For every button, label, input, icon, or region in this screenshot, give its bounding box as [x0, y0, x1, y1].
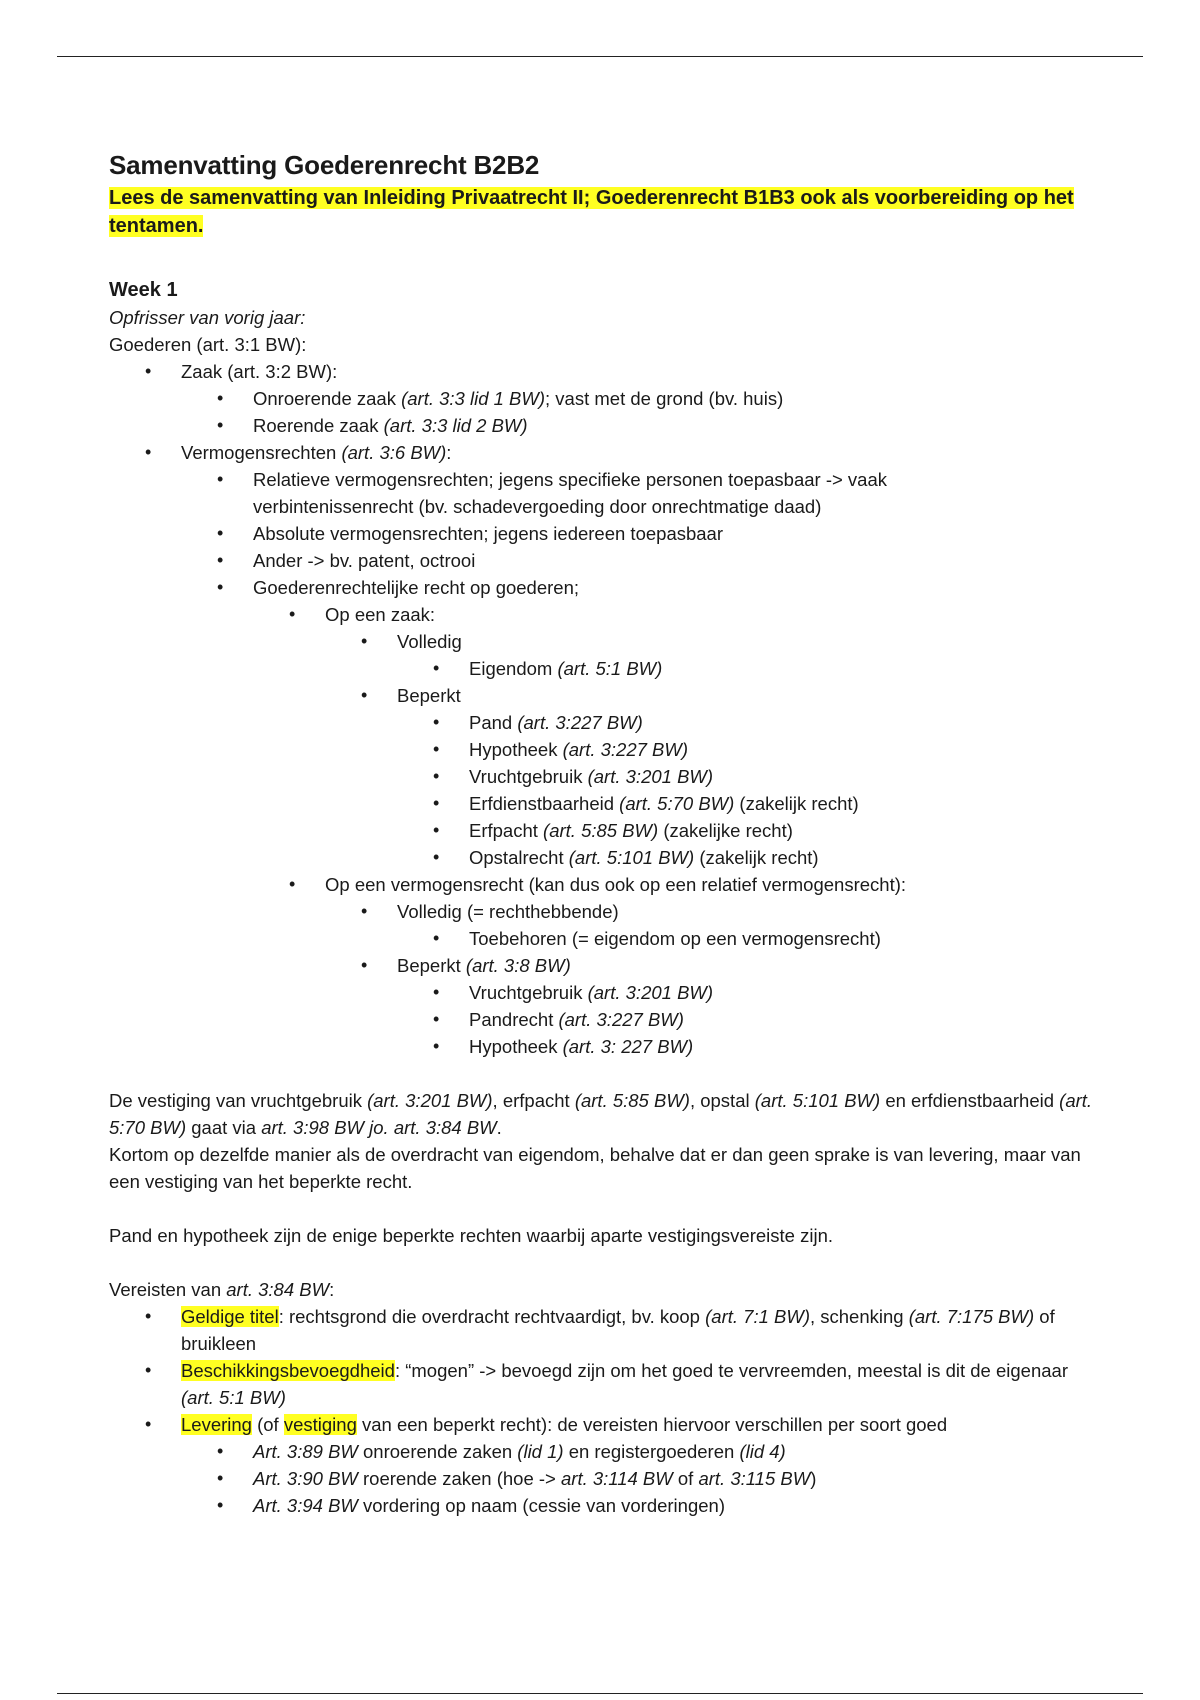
list-item: • Hypotheek (art. 3: 227 BW): [469, 1033, 1099, 1060]
goederen-list: [109, 358, 1099, 1060]
document-page: [109, 148, 1099, 1519]
list-item: • Beschikkingsbevoegdheid: “mogen” -> bevoegd zijn om het goed te vervreemden, meestal is dit de eigenaar (art. 5:1 BW): [181, 1357, 1099, 1411]
week-heading: Week 1: [109, 279, 178, 301]
list-item: • Hypotheek (art. 3:227 BW): [469, 736, 1099, 763]
pand-paragraph: Pand en hypotheek zijn de enige beperkte rechten waarbij aparte vestigingsvereiste zijn.: [109, 1225, 834, 1246]
list-item: • Levering (of vestiging van een beperkt recht): de vereisten hiervoor verschillen per soort goed • Art. 3:89 BW onroerende zaken (lid 1) en registergoederen (lid 4) • Art. 3:90 BW roerende zaken (hoe -> art. 3:114 BW of art. 3:115 BW) • Art. 3:94 BW vordering op naam (cessie van vorderingen): [181, 1411, 1099, 1519]
list-item: • Erfpacht (art. 5:85 BW) (zakelijke recht): [469, 817, 1099, 844]
list-item: • Ander -> bv. patent, octrooi: [253, 547, 1099, 574]
list-item: • Art. 3:90 BW roerende zaken (hoe -> art. 3:114 BW of art. 3:115 BW): [253, 1465, 1099, 1492]
list-item: • Goederenrechtelijke recht op goederen; • Op een zaak: • Volledig • Eigendom (art. 5:1 BW) • Beperkt • Pand (art. 3:227 BW) • Hypotheek (art. 3:227 BW) • Vruchtgebruik (art. 3:201 BW) • Erfdienstbaarheid (art. 5:70 BW) (zakelijk recht) • Erfpacht (art. 5:85 BW) (zakelijke recht) • Opstalrecht (art. 5:101 BW) (zakelijk recht) • Op een vermogensrecht (kan dus ook op een relatief vermogensrecht): • Volledig (= rechthebbende) • Toebehoren (= eigendom op een vermogensrecht) • Beperkt (art. 3:8 BW) • Vruchtgebruik (art. 3:201 BW) • Pandrecht (art. 3:227 BW) • Hypotheek (art. 3: 227 BW): [253, 574, 1099, 1060]
list-item: • Erfdienstbaarheid (art. 5:70 BW) (zakelijk recht): [469, 790, 1099, 817]
page-title: Samenvatting Goederenrecht B2B2: [109, 150, 540, 180]
list-item: • Beperkt • Pand (art. 3:227 BW) • Hypotheek (art. 3:227 BW) • Vruchtgebruik (art. 3:201 BW) • Erfdienstbaarheid (art. 5:70 BW) (zakelijk recht) • Erfpacht (art. 5:85 BW) (zakelijke recht) • Opstalrecht (art. 5:101 BW) (zakelijk recht): [397, 682, 1099, 871]
list-item: • Pandrecht (art. 3:227 BW): [469, 1006, 1099, 1033]
vereisten-list: [109, 1303, 1099, 1519]
list-item: • Vruchtgebruik (art. 3:201 BW): [469, 979, 1099, 1006]
header-rule: [57, 56, 1143, 57]
refresh-label: Opfrisser van vorig jaar:: [109, 307, 306, 328]
list-item: • Pand (art. 3:227 BW): [469, 709, 1099, 736]
list-item: • Roerende zaak (art. 3:3 lid 2 BW): [253, 412, 1099, 439]
list-item: • Volledig (= rechthebbende) • Toebehoren (= eigendom op een vermogensrecht): [397, 898, 1099, 952]
list-item: • Vermogensrechten (art. 3:6 BW): • Relatieve vermogensrechten; jegens specifieke personen toepasbaar -> vaak verbintenissenrecht (bv. schadevergoeding door onrechtmatige daad) • Absolute vermogensrechten; jegens iedereen toepasbaar • Ander -> bv. patent, octrooi • Goederenrechtelijke recht op goederen; • Op een zaak: • Volledig • Eigendom (art. 5:1 BW) • Beperkt • Pand (art. 3:227 BW) • Hypotheek (art. 3:227 BW) • Vruchtgebruik (art. 3:201 BW) • Erfdienstbaarheid (art. 5:70 BW) (zakelijk recht) • Erfpacht (art. 5:85 BW) (zakelijke recht) • Opstalrecht (art. 5:101 BW) (zakelijk recht) • Op een vermogensrecht (kan dus ook op een relatief vermogensrecht): • Volledig (= rechthebbende) • Toebehoren (= eigendom op een vermogensrecht) • Beperkt (art. 3:8 BW) • Vruchtgebruik (art. 3:201 BW) • Pandrecht (art. 3:227 BW) • Hypotheek (art. 3: 227 BW): [181, 439, 1099, 1060]
list-item: • Beperkt (art. 3:8 BW) • Vruchtgebruik (art. 3:201 BW) • Pandrecht (art. 3:227 BW) • Hypotheek (art. 3: 227 BW): [397, 952, 1099, 1060]
list-item: • Geldige titel: rechtsgrond die overdracht rechtvaardigt, bv. koop (art. 7:1 BW), schenking (art. 7:175 BW) of bruikleen: [181, 1303, 1099, 1357]
list-item: • Toebehoren (= eigendom op een vermogensrecht): [469, 925, 1099, 952]
list-item: • Op een zaak: • Volledig • Eigendom (art. 5:1 BW) • Beperkt • Pand (art. 3:227 BW) • Hypotheek (art. 3:227 BW) • Vruchtgebruik (art. 3:201 BW) • Erfdienstbaarheid (art. 5:70 BW) (zakelijk recht) • Erfpacht (art. 5:85 BW) (zakelijke recht) • Opstalrecht (art. 5:101 BW) (zakelijk recht): [325, 601, 1099, 871]
list-item: • Art. 3:89 BW onroerende zaken (lid 1) en registergoederen (lid 4): [253, 1438, 1099, 1465]
list-item: • Absolute vermogensrechten; jegens iedereen toepasbaar: [253, 520, 1099, 547]
list-item: • Vruchtgebruik (art. 3:201 BW): [469, 763, 1099, 790]
list-item: • Relatieve vermogensrechten; jegens specifieke personen toepasbaar -> vaak verbintenissenrecht (bv. schadevergoeding door onrechtmatige daad): [253, 466, 953, 520]
intro-note: [109, 184, 1099, 240]
goederen-line: Goederen (art. 3:1 BW):: [109, 334, 307, 355]
intro-highlight: Lees de samenvatting van Inleiding Privaatrecht II; Goederenrecht B1B3 ook als voorbereiding op het tentamen.: [109, 187, 1074, 237]
list-item: • Op een vermogensrecht (kan dus ook op een relatief vermogensrecht): • Volledig (= rechthebbende) • Toebehoren (= eigendom op een vermogensrecht) • Beperkt (art. 3:8 BW) • Vruchtgebruik (art. 3:201 BW) • Pandrecht (art. 3:227 BW) • Hypotheek (art. 3: 227 BW): [325, 871, 1099, 1060]
kortom-paragraph: Kortom op dezelfde manier als de overdracht van eigendom, behalve dat er dan geen sprake is van levering, maar van een vestiging van het beperkte recht.: [109, 1144, 1081, 1192]
list-item: • Zaak (art. 3:2 BW): • Onroerende zaak (art. 3:3 lid 1 BW); vast met de grond (bv. huis) • Roerende zaak (art. 3:3 lid 2 BW): [181, 358, 1099, 439]
list-item: • Onroerende zaak (art. 3:3 lid 1 BW); vast met de grond (bv. huis): [253, 385, 1099, 412]
list-item: • Art. 3:94 BW vordering op naam (cessie van vorderingen): [253, 1492, 1099, 1519]
vestiging-paragraph: De vestiging van vruchtgebruik (art. 3:201 BW), erfpacht (art. 5:85 BW), opstal (art. 5:101 BW) en erfdienstbaarheid (art. 5:70 BW) gaat via art. 3:98 BW jo. art. 3:84 BW.: [109, 1090, 1093, 1138]
list-item: • Opstalrecht (art. 5:101 BW) (zakelijk recht): [469, 844, 1099, 871]
list-item: • Volledig • Eigendom (art. 5:1 BW): [397, 628, 1099, 682]
list-item: • Eigendom (art. 5:1 BW): [469, 655, 1099, 682]
footer-rule: [57, 1693, 1143, 1694]
vereisten-heading: Vereisten van art. 3:84 BW:: [109, 1279, 335, 1300]
